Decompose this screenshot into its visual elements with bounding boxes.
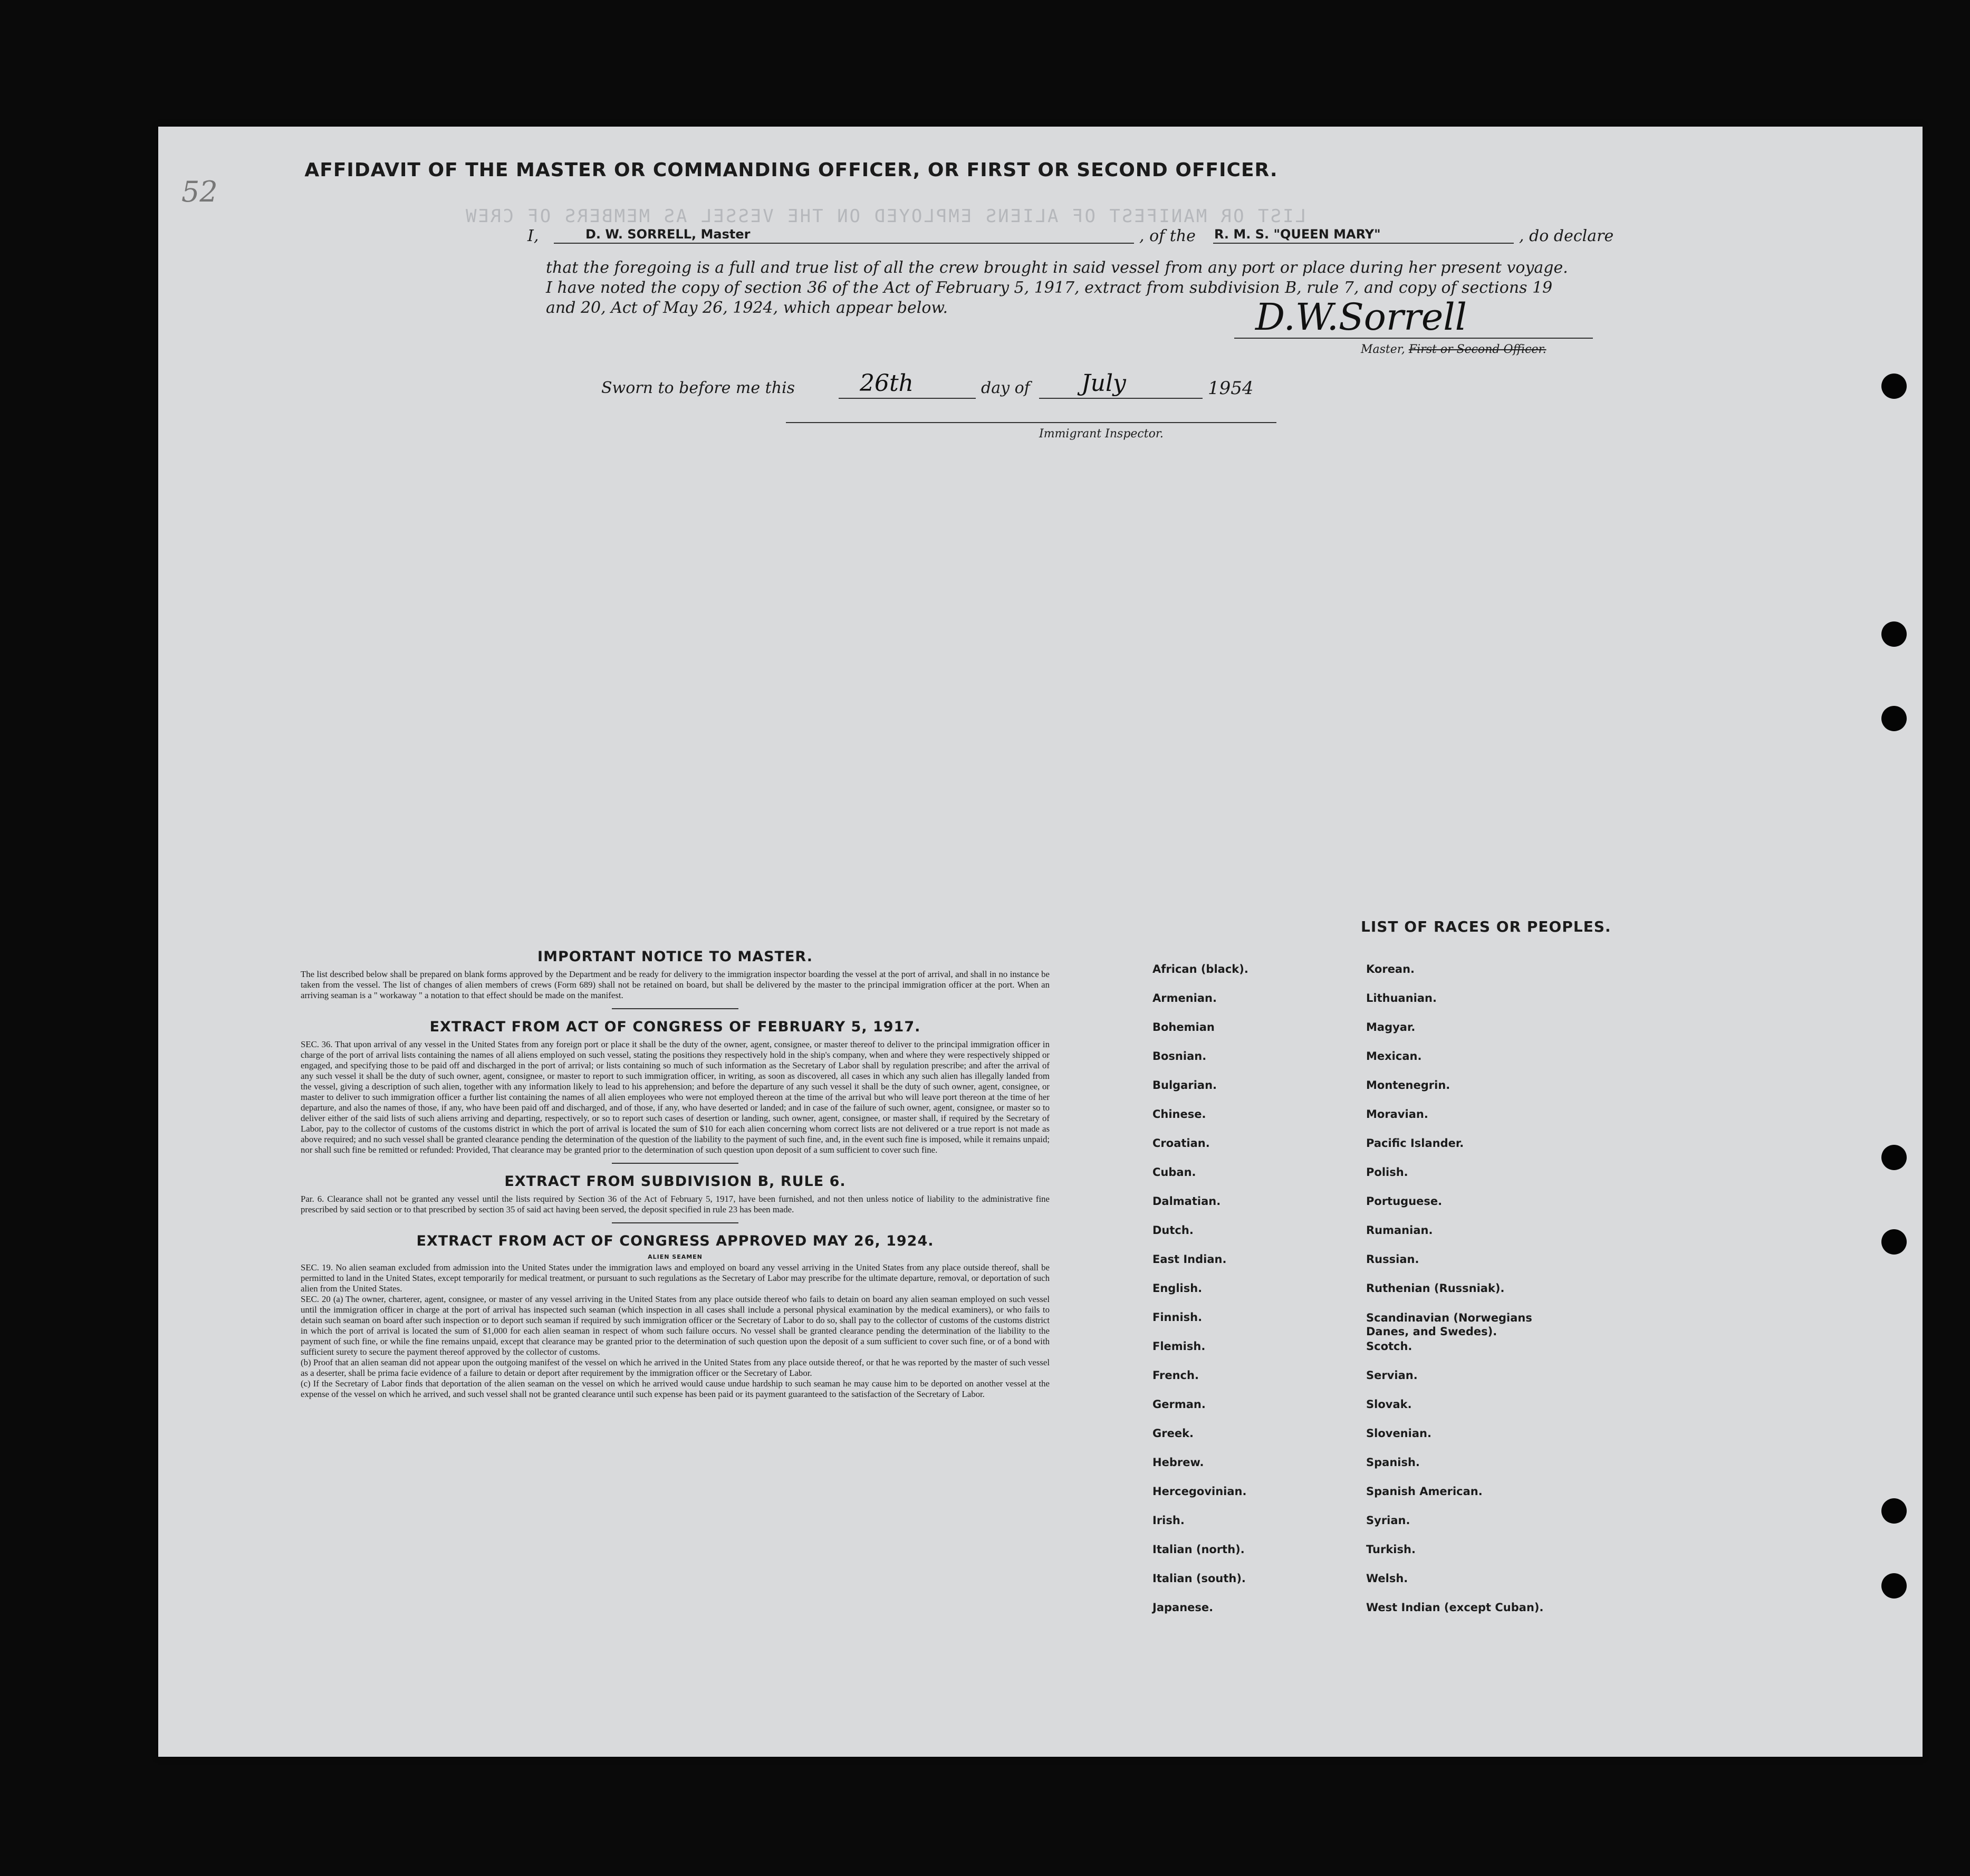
alien-seamen-subtitle: ALIEN SEAMEN [648, 1253, 703, 1260]
punch-hole [1881, 1573, 1907, 1599]
races-column-2 [1366, 963, 1543, 1630]
extract-1924-title: EXTRACT FROM ACT OF CONGRESS APPROVED MAY 26, 1924. [416, 1233, 934, 1249]
notice-text: The list described below shall be prepared on blank forms approved by the Department and be ready for delivery to the immigration inspector boarding the vessel at the port of arrival, and shall in no instance be taken from the vessel. The list of changes of alien members of crews (Form 689) shall not be retained on board, but shall be delivered by the master to the principal immigration officer at the port. When an arriving seaman is a " workaway " a notation to that effect should be made on the manifest. [301, 969, 1050, 1000]
race-item: Greek. [1152, 1427, 1194, 1440]
inspector-signature-line [786, 422, 1276, 423]
affidavit-line3: I have noted the copy of section 36 of the Act of February 5, 1917, extract from subdivision B, rule 7, and copy of sections 19 [546, 279, 1553, 297]
rule6-text: Par. 6. Clearance shall not be granted any vessel until the lists required by Section 36 of the Act of February 5, 1917, have been furnished, and not then unless notice of liability to the administrative fine prescribed by said section or to that prescribed by section 35 of said act having been served, the deposit specified in rule 23 has been made. [301, 1194, 1050, 1214]
i-label: I, [527, 227, 539, 245]
race-item: Bohemian [1152, 1021, 1215, 1033]
divider [612, 1163, 738, 1164]
races-column-1 [1152, 963, 1248, 1630]
race-item: West Indian (except Cuban). [1366, 1601, 1544, 1614]
sworn-row [601, 370, 1392, 401]
race-item: Japanese. [1152, 1601, 1214, 1614]
race-item: Hebrew. [1152, 1456, 1204, 1469]
important-notice [301, 949, 1050, 1400]
sec20a-text: SEC. 20 (a) The owner, charterer, agent, consignee, or master of any vessel arriving in the United States from any place outside thereof who fails to detain on board any alien seaman employed on such vessel until the immigration officer in charge at the port of arrival has inspected such seaman (which inspection in all cases shall include a personal physical examination by the medical examiners), or who fails to detain such seaman on board after such inspection or to deport such seaman if required by such immigration officer or the Secretary of Labor to do so, shall pay to the collector of customs of the customs district in which the port of arrival is located the sum of $1,000 for each alien seaman in respect of whom such failure occurs. No vessel shall be granted clearance pending the determination of the liability to the payment of such fine, or while the fine remains unpaid, except that clearance may be granted prior to the determination of such question upon the deposit of a sum sufficient to cover such fine, or of a bond with sufficient surety to secure the payment thereof approved by the collector of customs. [301, 1294, 1050, 1357]
affidavit-line1 [527, 227, 1688, 248]
race-item: Magyar. [1366, 1021, 1416, 1033]
race-item: Pacific Islander. [1366, 1137, 1464, 1150]
divider [612, 1222, 738, 1223]
race-item: Turkish. [1366, 1543, 1416, 1556]
notice-title: IMPORTANT NOTICE TO MASTER. [537, 949, 813, 965]
punch-hole [1881, 706, 1907, 731]
do-declare-label: , do declare [1519, 227, 1614, 245]
sec20b-text: (b) Proof that an alien seaman did not appear upon the outgoing manifest of the vessel on which he arrived in the United States from any place outside thereof, or that he was reported by the master of such vessel as a deserter, shall be prima facie evidence of a failure to detain or deport after requirement by the immigration officer or the Secretary of Labor. [301, 1357, 1050, 1378]
race-item: Portuguese. [1366, 1195, 1443, 1208]
of-the-label: , of the [1139, 227, 1196, 245]
race-item: Polish. [1366, 1166, 1408, 1179]
race-item: Chinese. [1152, 1108, 1206, 1121]
punch-hole [1881, 621, 1907, 647]
master-name-field: D. W. SORRELL, Master [554, 224, 1134, 244]
punch-hole [1881, 1498, 1907, 1524]
race-item: African (black). [1152, 963, 1248, 975]
punch-hole [1881, 1145, 1907, 1170]
master-signature: D.W.Sorrell [1255, 295, 1467, 339]
race-item: Slovenian. [1366, 1427, 1431, 1440]
struck-caption: First or Second Officer. [1408, 343, 1546, 356]
race-item: Dalmatian. [1152, 1195, 1221, 1208]
document-sheet [158, 127, 1923, 1757]
sworn-year: 1954 [1208, 378, 1254, 399]
race-item: Italian (south). [1152, 1572, 1246, 1585]
day-of-label: day of [981, 379, 1030, 397]
extract-1917-title: EXTRACT FROM ACT OF CONGRESS OF FEBRUARY 5, 1917. [429, 1019, 921, 1035]
inspector-caption: Immigrant Inspector. [1039, 427, 1164, 441]
races-title: LIST OF RACES OR PEOPLES. [1361, 918, 1611, 935]
race-item: Korean. [1366, 963, 1415, 975]
race-item: Montenegrin. [1366, 1079, 1450, 1092]
punch-hole [1881, 1229, 1907, 1255]
affidavit-line4: and 20, Act of May 26, 1924, which appear below. [546, 299, 948, 317]
folio-number: 52 [181, 175, 218, 208]
race-item: Spanish American. [1366, 1485, 1483, 1498]
race-item: English. [1152, 1282, 1203, 1295]
rule6-title: EXTRACT FROM SUBDIVISION B, RULE 6. [504, 1173, 846, 1190]
race-item: Servian. [1366, 1369, 1418, 1382]
affidavit-title: AFFIDAVIT OF THE MASTER OR COMMANDING OFFICER, OR FIRST OR SECOND OFFICER. [304, 159, 1278, 181]
sworn-month-field: July [1039, 375, 1203, 399]
signature-line [1234, 338, 1593, 339]
race-item: Slovak. [1366, 1398, 1412, 1411]
divider [612, 1008, 738, 1009]
punch-hole [1881, 374, 1907, 399]
race-item: Bosnian. [1152, 1050, 1207, 1063]
race-item: Croatian. [1152, 1137, 1210, 1150]
race-item: German. [1152, 1398, 1206, 1411]
race-item: French. [1152, 1369, 1199, 1382]
race-item: Spanish. [1366, 1456, 1420, 1469]
bleed-through-header: LIST OR MANIFEST OF ALIENS EMPLOYED ON THE VESSEL AS MEMBERS OF CREW [464, 206, 1306, 227]
sworn-day-field: 26th [839, 375, 976, 399]
race-item: Scotch. [1366, 1340, 1412, 1353]
sec20c-text: (c) If the Secretary of Labor finds that deportation of the alien seaman on the vessel on which he arrived would cause undue hardship to such seaman he may cause him to be deported on another vessel at the expense of the vessel on which he arrived, and such vessel shall not be granted clearance until such expense has been paid or its payment guaranteed to the satisfaction of the Secretary of Labor. [301, 1379, 1050, 1399]
race-item: Irish. [1152, 1514, 1185, 1527]
race-item: East Indian. [1152, 1253, 1227, 1266]
race-item: Scandinavian (Norwegians Danes, and Swedes). [1366, 1312, 1532, 1338]
race-item: Mexican. [1366, 1050, 1422, 1063]
race-item: Lithuanian. [1366, 992, 1437, 1004]
race-item: Rumanian. [1366, 1224, 1433, 1237]
race-item: Russian. [1366, 1253, 1419, 1266]
race-item: Dutch. [1152, 1224, 1194, 1237]
race-item: Welsh. [1366, 1572, 1408, 1585]
race-item: Cuban. [1152, 1166, 1196, 1179]
affidavit-line2: that the foregoing is a full and true list of all the crew brought in said vessel from any port or place during her present voyage. [546, 259, 1568, 277]
race-item: Flemish. [1152, 1340, 1206, 1353]
vessel-name-field: R. M. S. "QUEEN MARY" [1213, 224, 1514, 244]
race-item: Hercegovinian. [1152, 1485, 1247, 1498]
race-item: Finnish. [1152, 1311, 1203, 1324]
race-item: Bulgarian. [1152, 1079, 1217, 1092]
race-item: Syrian. [1366, 1514, 1410, 1527]
race-item: Moravian. [1366, 1108, 1428, 1121]
master-caption: Master, First or Second Officer. [1361, 343, 1546, 356]
sworn-label: Sworn to before me this [601, 379, 795, 397]
extract-1917-text: SEC. 36. That upon arrival of any vessel in the United States from any foreign port or place it shall be the duty of the owner, agent, consignee, or master thereof to deliver to the principal immigration officer in charge of the port of arrival lists containing the names of all aliens employed on such vessel, stating the positions they respectively hold in the ship's company, when and where they were respectively shipped or engaged, and specifying those to be paid off and discharged in the port of arrival; or lists containing so much of such information as the Secretary of Labor shall by regulation prescribe; and after the arrival of any such vessel it shall be the duty of such owner, agent, consignee, or master to report to such immigration officer, in writing, as soon as discovered, all cases in which any such alien has illegally landed from the vessel, giving a description of such alien, together with any information likely to lead to his apprehension; and before the departure of any such vessel it shall be the duty of such owner, agent, consignee, or master to deliver to such immigration officer a further list containing the names of all alien employees who were not employed thereon at the time of the arrival but who will leave port thereon at the time of her departure, and also the names of those, if any, who have been paid off and discharged, and of those, if any, who have deserted or landed; and in case of the failure of such owner, agent, consignee, or master so to deliver either of the said lists of such aliens arriving and departing, respectively, or so to report such cases of desertion or landing, such owner, agent, consignee, or master shall, if required by the Secretary of Labor, pay to the collector of customs of the customs district in which the port of arrival is located the sum of $10 for each alien concerning whom correct lists are not delivered or a true report is not made as above required; and no such vessel shall be granted clearance pending the determination of the question of the liability to the payment of such fine, and, in the event such fine is imposed, while it remains unpaid; nor shall such fine be remitted or refunded: Provided, That clearance may be granted prior to the determination of such question upon deposit of a sum sufficient to cover such fine. [301, 1039, 1050, 1155]
sec19-text: SEC. 19. No alien seaman excluded from admission into the United States under the immigration laws and employed on board any vessel arriving in the United States from any place outside thereof, shall be permitted to land in the United States, except temporarily for medical treatment, or pursuant to such regulations as the Secretary of Labor may prescribe for the ultimate departure, removal, or deportation of such alien from the United States. [301, 1262, 1050, 1294]
race-item: Italian (north). [1152, 1543, 1245, 1556]
race-item: Armenian. [1152, 992, 1217, 1004]
race-item: Ruthenian (Russniak). [1366, 1282, 1505, 1295]
